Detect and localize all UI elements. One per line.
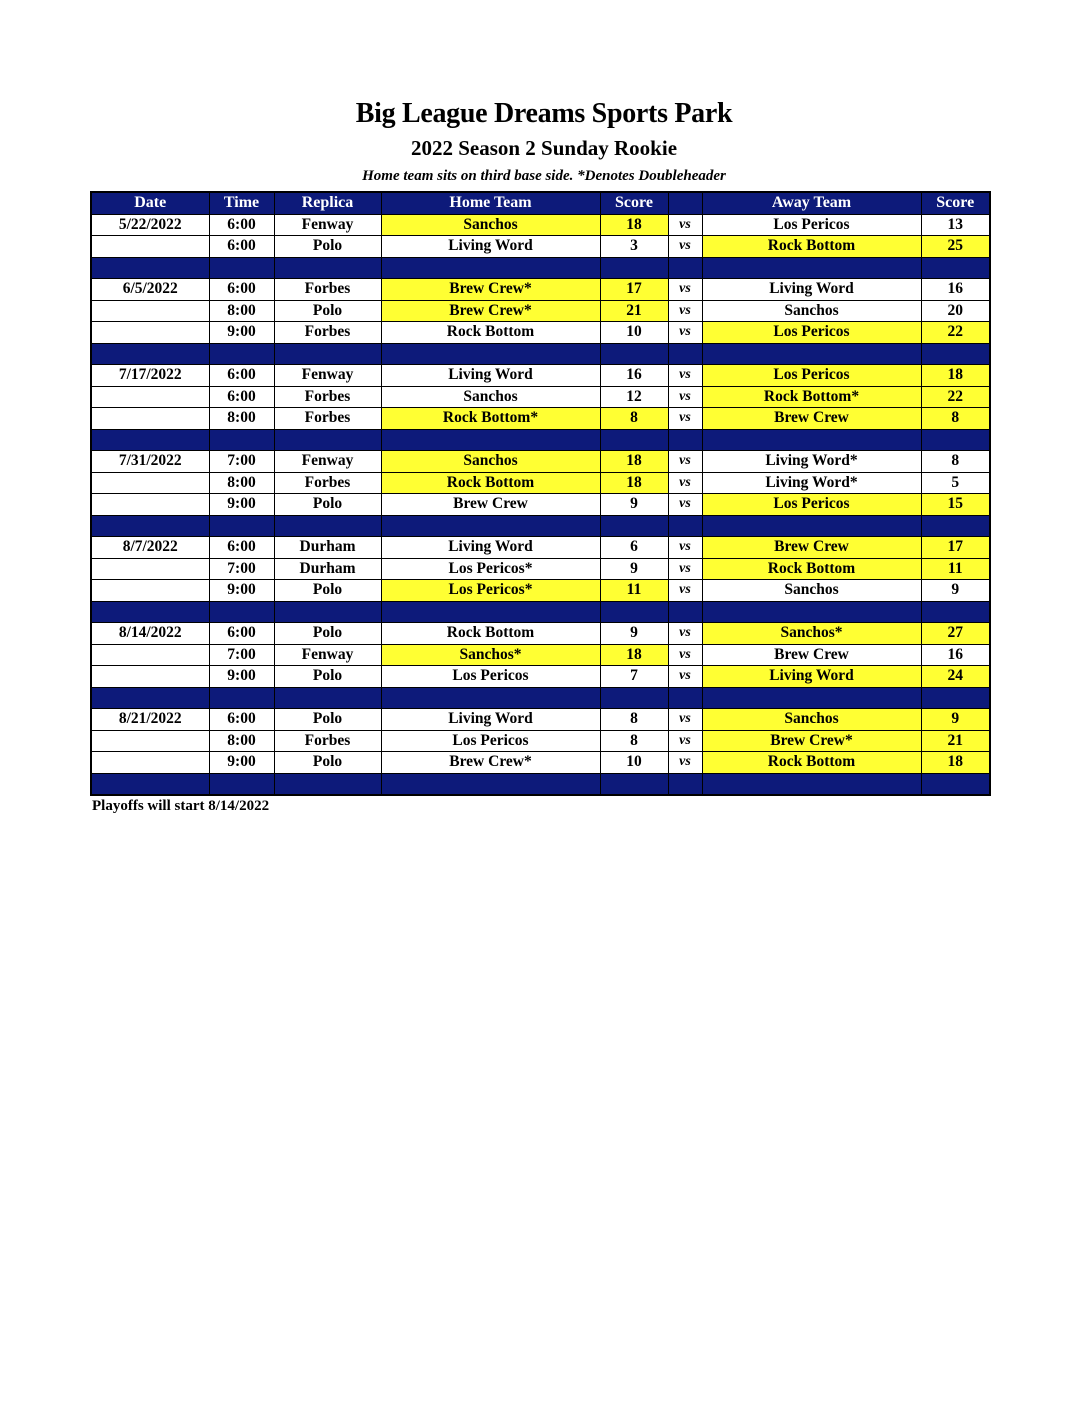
date-cell: 7/31/2022 — [91, 451, 209, 473]
replica-cell: Polo — [274, 623, 381, 645]
replica-cell: Polo — [274, 236, 381, 258]
separator-cell — [91, 601, 209, 623]
separator-cell — [600, 515, 668, 537]
date-cell — [91, 558, 209, 580]
home-cell: Los Pericos — [381, 666, 600, 688]
time-cell: 6:00 — [209, 386, 274, 408]
home-cell: Brew Crew* — [381, 752, 600, 774]
vs-cell: vs — [668, 300, 702, 322]
table-row — [91, 537, 990, 559]
vs-cell: vs — [668, 322, 702, 344]
home-score-cell: 18 — [600, 214, 668, 236]
separator-cell — [91, 257, 209, 279]
away-score-cell: 24 — [921, 666, 990, 688]
replica-cell: Durham — [274, 537, 381, 559]
away-cell: Rock Bottom — [702, 558, 921, 580]
date-cell: 6/5/2022 — [91, 279, 209, 301]
separator-cell — [274, 687, 381, 709]
home-cell: Living Word — [381, 236, 600, 258]
vs-cell: vs — [668, 666, 702, 688]
separator-row — [91, 515, 990, 537]
replica-cell: Forbes — [274, 472, 381, 494]
separator-cell — [274, 257, 381, 279]
time-cell: 7:00 — [209, 558, 274, 580]
date-cell — [91, 386, 209, 408]
away-cell: Rock Bottom* — [702, 386, 921, 408]
separator-cell — [921, 515, 990, 537]
separator-cell — [668, 515, 702, 537]
away-cell: Sanchos — [702, 709, 921, 731]
replica-cell: Forbes — [274, 322, 381, 344]
away-cell: Los Pericos — [702, 365, 921, 387]
vs-cell: vs — [668, 408, 702, 430]
vs-cell: vs — [668, 236, 702, 258]
separator-cell — [702, 343, 921, 365]
separator-cell — [381, 601, 600, 623]
home-score-cell: 9 — [600, 623, 668, 645]
home-score-cell: 10 — [600, 322, 668, 344]
date-cell — [91, 644, 209, 666]
home-cell: Brew Crew* — [381, 279, 600, 301]
header-date: Date — [91, 192, 209, 214]
schedule-note: Home team sits on third base side. *Denotes Doubleheader — [362, 168, 726, 184]
separator-cell — [274, 343, 381, 365]
separator-cell — [921, 429, 990, 451]
separator-cell — [91, 773, 209, 795]
time-cell: 9:00 — [209, 494, 274, 516]
away-score-cell: 17 — [921, 537, 990, 559]
separator-cell — [381, 257, 600, 279]
table-row — [91, 558, 990, 580]
replica-cell: Polo — [274, 709, 381, 731]
home-cell: Living Word — [381, 537, 600, 559]
home-score-cell: 16 — [600, 365, 668, 387]
date-cell: 8/14/2022 — [91, 623, 209, 645]
replica-cell: Fenway — [274, 214, 381, 236]
separator-cell — [274, 515, 381, 537]
home-score-cell: 18 — [600, 472, 668, 494]
away-cell: Brew Crew — [702, 644, 921, 666]
separator-cell — [91, 515, 209, 537]
separator-cell — [921, 687, 990, 709]
home-score-cell: 8 — [600, 730, 668, 752]
home-score-cell: 9 — [600, 494, 668, 516]
home-cell: Living Word — [381, 709, 600, 731]
date-cell: 8/21/2022 — [91, 709, 209, 731]
time-cell: 9:00 — [209, 752, 274, 774]
home-score-cell: 7 — [600, 666, 668, 688]
separator-cell — [600, 257, 668, 279]
page-title: Big League Dreams Sports Park — [355, 98, 733, 129]
away-score-cell: 8 — [921, 408, 990, 430]
away-cell: Living Word — [702, 666, 921, 688]
home-cell: Rock Bottom* — [381, 408, 600, 430]
home-score-cell: 9 — [600, 558, 668, 580]
vs-cell: vs — [668, 494, 702, 516]
footnote: Playoffs will start 8/14/2022 — [92, 798, 270, 814]
table-row — [91, 365, 990, 387]
table-row — [91, 236, 990, 258]
date-cell: 5/22/2022 — [91, 214, 209, 236]
home-score-cell: 8 — [600, 709, 668, 731]
replica-cell: Polo — [274, 666, 381, 688]
separator-cell — [600, 773, 668, 795]
table-row — [91, 322, 990, 344]
separator-cell — [381, 343, 600, 365]
separator-cell — [600, 601, 668, 623]
date-cell: 7/17/2022 — [91, 365, 209, 387]
home-score-cell: 18 — [600, 451, 668, 473]
away-cell: Brew Crew — [702, 537, 921, 559]
vs-cell: vs — [668, 451, 702, 473]
vs-cell: vs — [668, 730, 702, 752]
date-cell — [91, 236, 209, 258]
table-row — [91, 730, 990, 752]
separator-cell — [600, 429, 668, 451]
home-cell: Los Pericos* — [381, 580, 600, 602]
vs-cell: vs — [668, 644, 702, 666]
separator-row — [91, 429, 990, 451]
vs-cell: vs — [668, 623, 702, 645]
header-replica: Replica — [274, 192, 381, 214]
away-score-cell: 16 — [921, 644, 990, 666]
separator-cell — [668, 343, 702, 365]
table-row — [91, 214, 990, 236]
replica-cell: Fenway — [274, 451, 381, 473]
time-cell: 6:00 — [209, 623, 274, 645]
home-cell: Rock Bottom — [381, 322, 600, 344]
away-cell: Sanchos — [702, 580, 921, 602]
separator-row — [91, 687, 990, 709]
home-score-cell: 17 — [600, 279, 668, 301]
separator-cell — [668, 773, 702, 795]
replica-cell: Forbes — [274, 279, 381, 301]
table-row — [91, 300, 990, 322]
header-row — [91, 192, 990, 214]
header-away-team: Away Team — [702, 192, 921, 214]
separator-cell — [381, 773, 600, 795]
time-cell: 6:00 — [209, 709, 274, 731]
away-cell: Brew Crew* — [702, 730, 921, 752]
separator-cell — [702, 257, 921, 279]
away-cell: Living Word* — [702, 451, 921, 473]
away-score-cell: 25 — [921, 236, 990, 258]
page-subtitle: 2022 Season 2 Sunday Rookie — [410, 136, 678, 160]
date-cell — [91, 494, 209, 516]
time-cell: 6:00 — [209, 365, 274, 387]
separator-cell — [381, 429, 600, 451]
date-cell — [91, 408, 209, 430]
separator-cell — [91, 687, 209, 709]
separator-cell — [668, 601, 702, 623]
away-cell: Los Pericos — [702, 494, 921, 516]
replica-cell: Fenway — [274, 365, 381, 387]
away-cell: Los Pericos — [702, 322, 921, 344]
separator-cell — [600, 343, 668, 365]
time-cell: 7:00 — [209, 644, 274, 666]
time-cell: 8:00 — [209, 300, 274, 322]
separator-cell — [921, 343, 990, 365]
separator-cell — [702, 515, 921, 537]
away-score-cell: 5 — [921, 472, 990, 494]
table-row — [91, 279, 990, 301]
away-score-cell: 27 — [921, 623, 990, 645]
vs-cell: vs — [668, 537, 702, 559]
table-row — [91, 666, 990, 688]
separator-row — [91, 343, 990, 365]
replica-cell: Forbes — [274, 408, 381, 430]
separator-cell — [91, 343, 209, 365]
separator-cell — [921, 601, 990, 623]
time-cell: 8:00 — [209, 472, 274, 494]
separator-cell — [702, 601, 921, 623]
separator-cell — [702, 429, 921, 451]
separator-cell — [209, 687, 274, 709]
header-home-score: Score — [600, 192, 668, 214]
replica-cell: Polo — [274, 494, 381, 516]
home-cell: Rock Bottom — [381, 623, 600, 645]
date-cell: 8/7/2022 — [91, 537, 209, 559]
header-time: Time — [209, 192, 274, 214]
home-cell: Sanchos — [381, 451, 600, 473]
separator-cell — [702, 773, 921, 795]
time-cell: 6:00 — [209, 279, 274, 301]
separator-cell — [209, 601, 274, 623]
away-score-cell: 22 — [921, 386, 990, 408]
away-score-cell: 18 — [921, 365, 990, 387]
away-cell: Los Pericos — [702, 214, 921, 236]
date-cell — [91, 472, 209, 494]
date-cell — [91, 322, 209, 344]
separator-cell — [274, 601, 381, 623]
home-cell: Los Pericos — [381, 730, 600, 752]
table-row — [91, 386, 990, 408]
time-cell: 7:00 — [209, 451, 274, 473]
replica-cell: Forbes — [274, 730, 381, 752]
away-cell: Living Word — [702, 279, 921, 301]
separator-cell — [668, 257, 702, 279]
separator-cell — [209, 343, 274, 365]
separator-cell — [702, 687, 921, 709]
table-row — [91, 451, 990, 473]
table-row — [91, 644, 990, 666]
replica-cell: Polo — [274, 580, 381, 602]
separator-row — [91, 257, 990, 279]
home-cell: Brew Crew — [381, 494, 600, 516]
replica-cell: Forbes — [274, 386, 381, 408]
vs-cell: vs — [668, 580, 702, 602]
separator-cell — [209, 773, 274, 795]
vs-cell: vs — [668, 279, 702, 301]
home-cell: Los Pericos* — [381, 558, 600, 580]
vs-cell: vs — [668, 214, 702, 236]
away-cell: Rock Bottom — [702, 236, 921, 258]
separator-row — [91, 601, 990, 623]
replica-cell: Fenway — [274, 644, 381, 666]
home-cell: Sanchos — [381, 214, 600, 236]
home-cell: Living Word — [381, 365, 600, 387]
away-score-cell: 8 — [921, 451, 990, 473]
separator-cell — [274, 773, 381, 795]
away-score-cell: 16 — [921, 279, 990, 301]
date-cell — [91, 666, 209, 688]
home-score-cell: 11 — [600, 580, 668, 602]
vs-cell: vs — [668, 709, 702, 731]
date-cell — [91, 752, 209, 774]
time-cell: 9:00 — [209, 580, 274, 602]
home-cell: Rock Bottom — [381, 472, 600, 494]
away-cell: Sanchos — [702, 300, 921, 322]
home-score-cell: 12 — [600, 386, 668, 408]
separator-cell — [668, 687, 702, 709]
table-row — [91, 623, 990, 645]
table-row — [91, 709, 990, 731]
separator-row — [91, 773, 990, 795]
table-row — [91, 580, 990, 602]
away-score-cell: 18 — [921, 752, 990, 774]
away-score-cell: 22 — [921, 322, 990, 344]
separator-cell — [921, 773, 990, 795]
separator-cell — [209, 257, 274, 279]
home-score-cell: 6 — [600, 537, 668, 559]
vs-cell: vs — [668, 386, 702, 408]
separator-cell — [209, 515, 274, 537]
separator-cell — [274, 429, 381, 451]
separator-cell — [921, 257, 990, 279]
table-row — [91, 494, 990, 516]
away-score-cell: 11 — [921, 558, 990, 580]
home-cell: Brew Crew* — [381, 300, 600, 322]
time-cell: 8:00 — [209, 730, 274, 752]
home-score-cell: 18 — [600, 644, 668, 666]
schedule-body — [91, 214, 990, 795]
away-score-cell: 9 — [921, 580, 990, 602]
replica-cell: Polo — [274, 300, 381, 322]
away-cell: Brew Crew — [702, 408, 921, 430]
vs-cell: vs — [668, 472, 702, 494]
header-vs — [668, 192, 702, 214]
date-cell — [91, 580, 209, 602]
home-score-cell: 21 — [600, 300, 668, 322]
header-away-score: Score — [921, 192, 990, 214]
time-cell: 6:00 — [209, 537, 274, 559]
separator-cell — [600, 687, 668, 709]
time-cell: 9:00 — [209, 666, 274, 688]
vs-cell: vs — [668, 558, 702, 580]
home-score-cell: 10 — [600, 752, 668, 774]
replica-cell: Durham — [274, 558, 381, 580]
away-score-cell: 15 — [921, 494, 990, 516]
home-score-cell: 8 — [600, 408, 668, 430]
separator-cell — [209, 429, 274, 451]
away-score-cell: 20 — [921, 300, 990, 322]
schedule-table — [90, 191, 991, 796]
header-home-team: Home Team — [381, 192, 600, 214]
away-cell: Rock Bottom — [702, 752, 921, 774]
away-cell: Living Word* — [702, 472, 921, 494]
separator-cell — [668, 429, 702, 451]
table-row — [91, 752, 990, 774]
separator-cell — [381, 515, 600, 537]
home-score-cell: 3 — [600, 236, 668, 258]
table-row — [91, 408, 990, 430]
separator-cell — [381, 687, 600, 709]
vs-cell: vs — [668, 365, 702, 387]
home-cell: Sanchos — [381, 386, 600, 408]
time-cell: 6:00 — [209, 214, 274, 236]
date-cell — [91, 300, 209, 322]
vs-cell: vs — [668, 752, 702, 774]
away-cell: Sanchos* — [702, 623, 921, 645]
separator-cell — [91, 429, 209, 451]
time-cell: 9:00 — [209, 322, 274, 344]
replica-cell: Polo — [274, 752, 381, 774]
time-cell: 8:00 — [209, 408, 274, 430]
table-row — [91, 472, 990, 494]
away-score-cell: 13 — [921, 214, 990, 236]
home-cell: Sanchos* — [381, 644, 600, 666]
away-score-cell: 9 — [921, 709, 990, 731]
time-cell: 6:00 — [209, 236, 274, 258]
away-score-cell: 21 — [921, 730, 990, 752]
date-cell — [91, 730, 209, 752]
